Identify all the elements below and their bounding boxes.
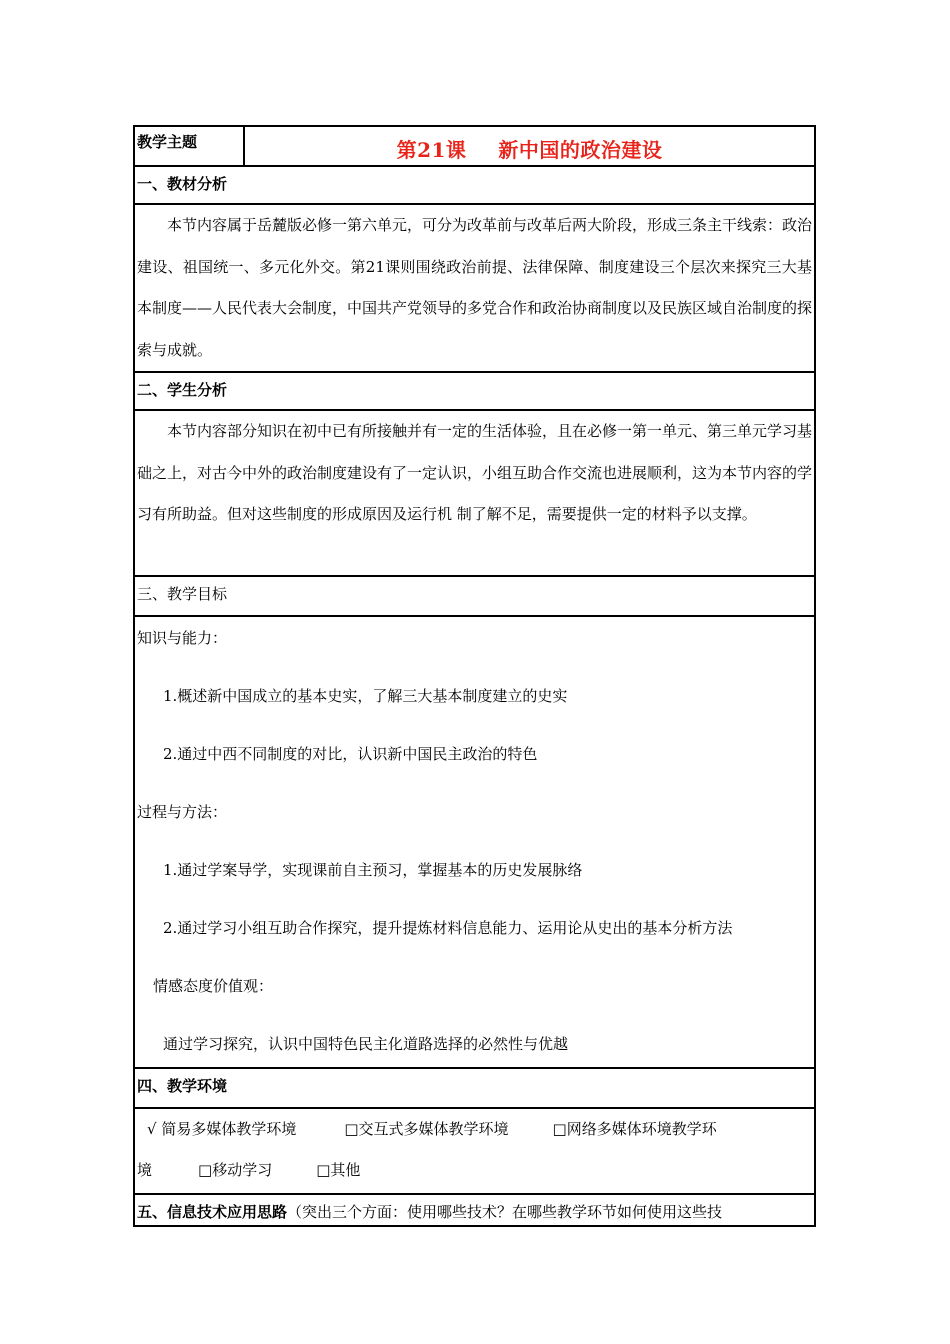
- section1-body: 本节内容属于岳麓版必修一第六单元，可分为改革前与改革后两大阶段，形成三条主干线索：政治建设、祖国统一、多元化外交。第21课则围绕政治前提、法律保障、制度建设三个层次来探究三大基本制度——人民代表大会制度，中国共产党领导的多党合作和政治协商制度以及民族区域自治制度的探索与成就。: [137, 216, 813, 359]
- topic-title-cell: [244, 126, 815, 166]
- emotion-heading: 情感态度价值观：: [153, 977, 274, 995]
- teaching-goals: [135, 617, 814, 1067]
- section2-body-row: [134, 410, 815, 576]
- process-item: 1.通过学案导学，实现课前自主预习，掌握基本的历史发展脉络: [163, 861, 583, 879]
- env-option-simple-multimedia: √ 简易多媒体教学环境: [147, 1120, 297, 1138]
- lesson-title: [245, 127, 814, 163]
- topic-label-cell: [134, 126, 244, 166]
- section5-heading-line: [135, 1195, 814, 1222]
- env-option-network-multimedia: □网络多媒体环境教学环: [552, 1120, 717, 1138]
- section4-heading-row: [134, 1068, 815, 1108]
- knowledge-heading: 知识与能力：: [137, 629, 228, 647]
- env-option-mobile-learning: □移动学习: [198, 1161, 273, 1179]
- process-item: 2.通过学习小组互助合作探究，提升提炼材料信息能力、运用论从史出的基本分析方法: [163, 919, 733, 937]
- lesson-number: 第21课: [396, 138, 467, 162]
- env-option-network-multimedia-cont: 境: [137, 1161, 153, 1179]
- section4-body-row: [134, 1108, 815, 1194]
- env-option-interactive-multimedia: □交互式多媒体教学环境: [344, 1120, 509, 1138]
- section5-heading: 五、信息技术应用思路: [137, 1203, 288, 1221]
- section5-note: （突出三个方面：使用哪些技术？在哪些教学环节如何使用这些技: [287, 1203, 723, 1221]
- lesson-plan-table: [133, 125, 816, 1227]
- section1-body-row: [134, 204, 815, 372]
- section5-heading-row: [134, 1194, 815, 1226]
- section2-heading: 二、学生分析: [137, 381, 228, 399]
- section2-heading-row: [134, 372, 815, 410]
- section3-body-row: [134, 616, 815, 1068]
- emotion-item: 通过学习探究，认识中国特色民主化道路选择的必然性与优越: [163, 1035, 569, 1053]
- environment-options: [135, 1109, 814, 1191]
- section1-heading-row: [134, 166, 815, 204]
- section1-heading: 一、教材分析: [137, 175, 228, 193]
- knowledge-item: 1.概述新中国成立的基本史实，了解三大基本制度建立的史实: [163, 687, 568, 705]
- process-heading: 过程与方法：: [137, 803, 228, 821]
- topic-label: 教学主题: [137, 133, 198, 151]
- section3-heading-row: [134, 576, 815, 616]
- header-row: [134, 126, 815, 166]
- section4-heading: 四、教学环境: [137, 1077, 228, 1095]
- env-option-other: □其他: [316, 1161, 361, 1179]
- section3-heading: 三、教学目标: [137, 585, 228, 603]
- knowledge-item: 2.通过中西不同制度的对比，认识新中国民主政治的特色: [163, 745, 538, 763]
- lesson-name: 新中国的政治建设: [498, 138, 663, 162]
- section2-body: 本节内容部分知识在初中已有所接触并有一定的生活体验，且在必修一第一单元、第三单元学习基础之上，对古今中外的政治制度建设有了一定认识，小组互助合作交流也进展顺利，这为本节内容的学习有所助益。但对这些制度的形成原因及运行机 制了解不足，需要提供一定的材料予以支撑。: [137, 422, 813, 523]
